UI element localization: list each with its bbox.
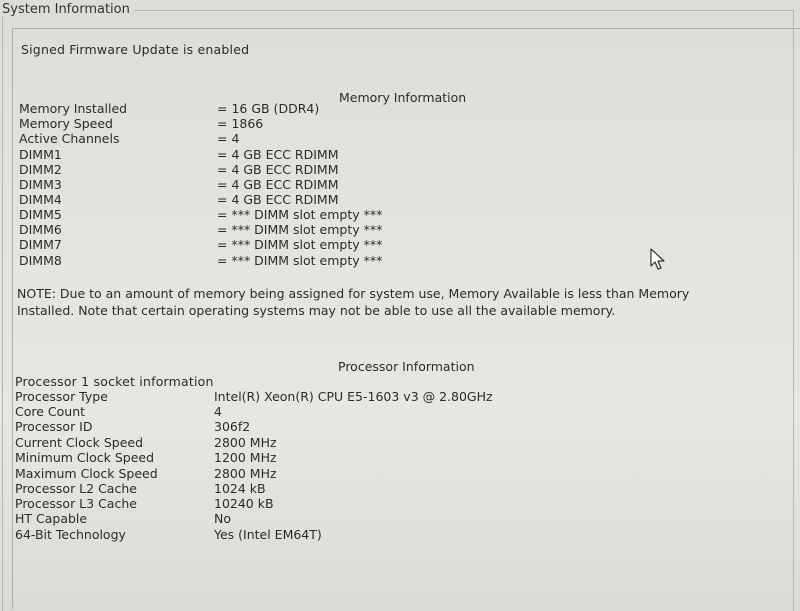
row-value: 2800 MHz [214,435,277,450]
processor-socket-line: Processor 1 socket information [15,374,214,389]
row-value: = 1866 [217,116,264,131]
row-label: DIMM4 [19,192,62,207]
memory-note: NOTE: Due to an amount of memory being assigned for system use, Memory Available is less than Memory Installed. Note that certain operating systems may not be able to use all the available memory. [17,286,690,318]
row-value: Intel(R) Xeon(R) CPU E5-1603 v3 @ 2.80GHz [214,389,493,404]
row-value: = 4 GB ECC RDIMM [217,162,339,177]
row-label: DIMM1 [19,147,62,162]
row-label: HT Capable [15,511,88,526]
row-label: Maximum Clock Speed [15,466,158,481]
row-value: = *** DIMM slot empty *** [217,237,383,252]
processor-section-heading: Processor Information [338,359,475,374]
row-value: 1024 kB [214,481,266,496]
row-label: DIMM2 [19,162,62,177]
row-value: No [214,511,231,526]
row-label: DIMM5 [19,207,62,222]
row-label: DIMM6 [19,222,62,237]
mouse-pointer-icon [649,248,667,272]
row-label: Core Count [15,404,86,419]
row-label: Processor ID [15,419,93,434]
row-value: = *** DIMM slot empty *** [217,222,383,237]
row-label: Current Clock Speed [15,435,144,450]
firmware-status-text: Signed Firmware Update is enabled [21,42,250,57]
row-label: 64-Bit Technology [15,527,126,542]
row-value: 2800 MHz [214,466,277,481]
row-value: = 4 GB ECC RDIMM [217,177,339,192]
row-value: = 4 GB ECC RDIMM [217,147,339,162]
row-value: 1200 MHz [214,450,277,465]
groupbox-title: System Information [0,2,134,17]
row-label: Active Channels [19,131,120,146]
row-label: Memory Installed [19,101,128,116]
row-value: = *** DIMM slot empty *** [217,207,383,222]
row-label: Processor Type [15,389,108,404]
row-value: = 4 GB ECC RDIMM [217,192,339,207]
row-label: DIMM7 [19,237,62,252]
row-value: 306f2 [214,419,251,434]
row-label: DIMM3 [19,177,62,192]
row-label: Memory Speed [19,116,113,131]
row-label: DIMM8 [19,253,62,268]
row-value: 10240 kB [214,496,274,511]
row-value: = *** DIMM slot empty *** [217,253,383,268]
row-value: = 16 GB (DDR4) [217,101,320,116]
row-value: 4 [214,404,222,419]
row-value: = 4 [217,131,240,146]
row-label: Processor L3 Cache [15,496,137,511]
row-value: Yes (Intel EM64T) [214,527,322,542]
row-label: Minimum Clock Speed [15,450,155,465]
memory-section-heading: Memory Information [339,90,467,105]
row-label: Processor L2 Cache [15,481,137,496]
